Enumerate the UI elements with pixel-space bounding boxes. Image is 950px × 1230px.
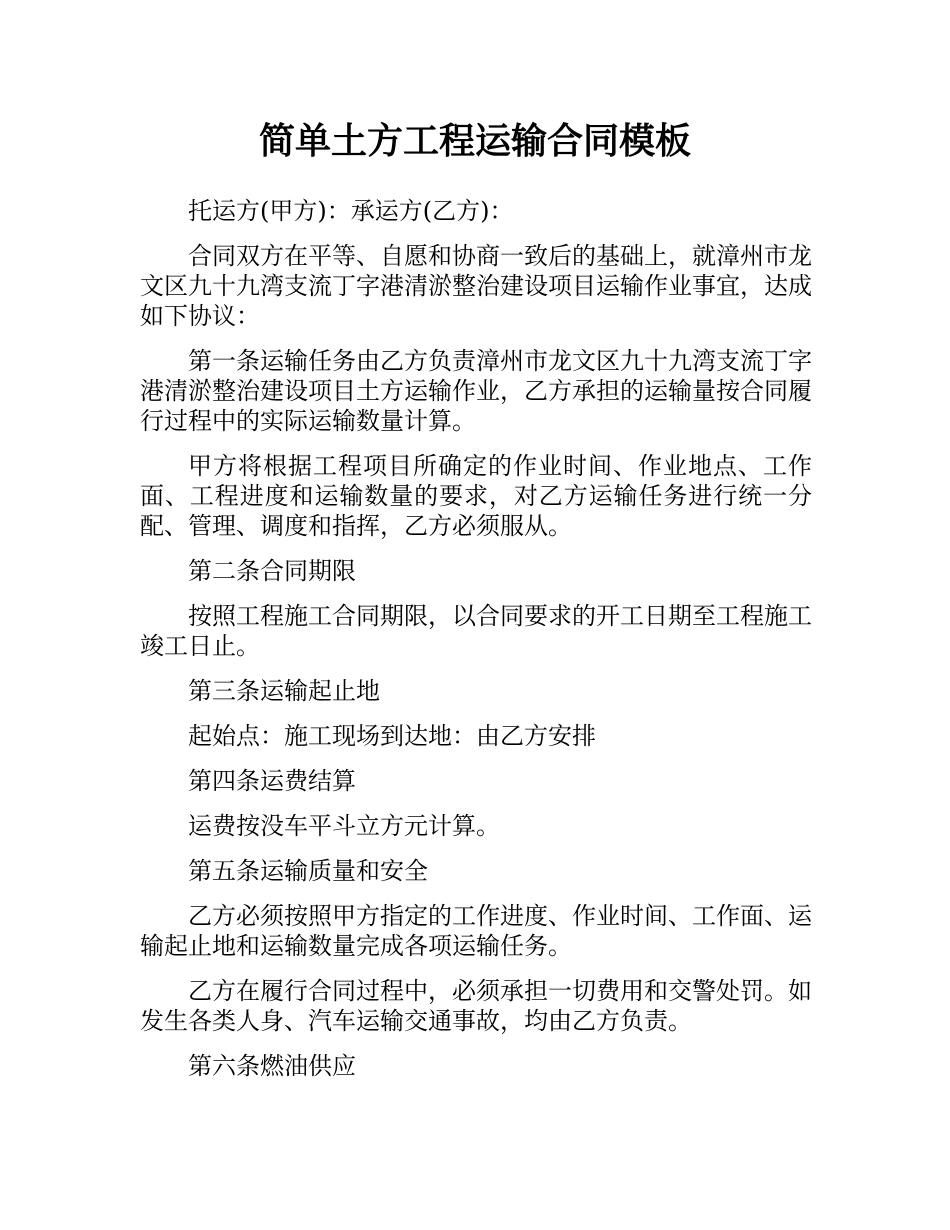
document-body [140, 196, 812, 1096]
article-5-paragraph-1: 乙方必须按照甲方指定的工作进度、作业时间、工作面、运输起止地和运输数量完成各项运输任务。 [140, 902, 812, 960]
article-2-paragraph: 按照工程施工合同期限，以合同要求的开工日期至工程施工竣工日止。 [140, 602, 812, 660]
article-5-paragraph-2: 乙方在履行合同过程中，必须承担一切费用和交警处罚。如发生各类人身、汽车运输交通事故，均由乙方负责。 [140, 977, 812, 1035]
article-2-heading: 第二条合同期限 [188, 557, 356, 585]
article-1-paragraph: 第一条运输任务由乙方负责漳州市龙文区九十九湾支流丁字港清淤整治建设项目土方运输作业，乙方承担的运输量按合同履行过程中的实际运输数量计算。 [140, 347, 812, 435]
article-3-paragraph: 起始点：施工现场到达地：由乙方安排 [188, 722, 596, 750]
article-1-dispatch-paragraph: 甲方将根据工程项目所确定的作业时间、作业地点、工作面、工程进度和运输数量的要求，对乙方运输任务进行统一分配、管理、调度和指挥，乙方必须服从。 [140, 452, 812, 540]
preamble-paragraph: 合同双方在平等、自愿和协商一致后的基础上，就漳州市龙文区九十九湾支流丁字港清淤整治建设项目运输作业事宜，达成如下协议： [140, 242, 812, 330]
article-3-heading: 第三条运输起止地 [188, 677, 380, 705]
document-title: 简单土方工程运输合同模板 [258, 121, 691, 162]
article-5-heading: 第五条运输质量和安全 [188, 857, 428, 885]
parties-line: 托运方(甲方)：承运方(乙方)： [188, 197, 514, 225]
article-4-paragraph: 运费按没车平斗立方元计算。 [188, 812, 500, 840]
article-4-heading: 第四条运费结算 [188, 767, 356, 795]
article-6-heading: 第六条燃油供应 [188, 1052, 356, 1080]
